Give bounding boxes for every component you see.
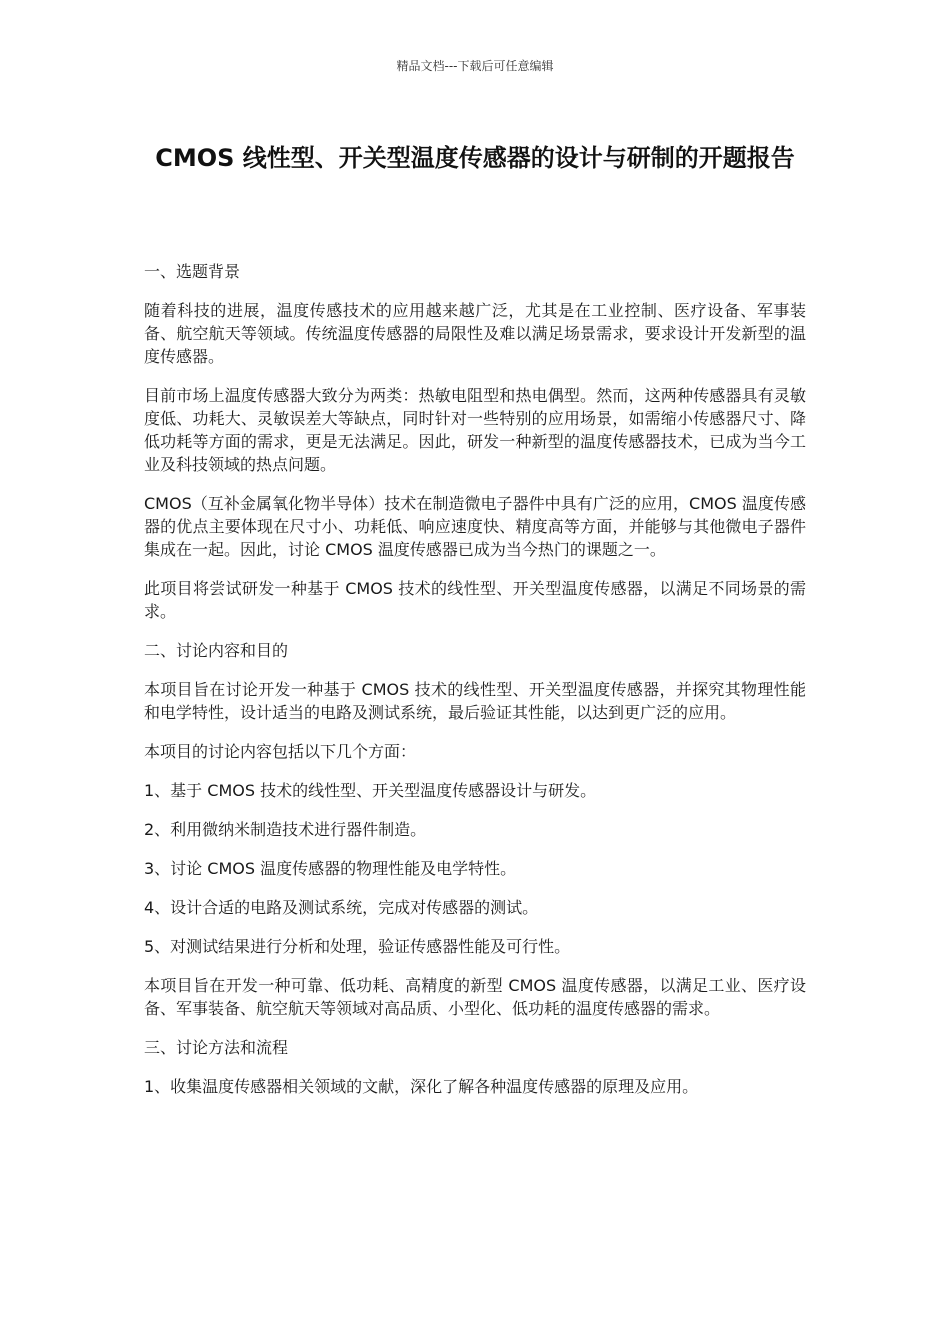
- paragraph: 目前市场上温度传感器大致分为两类：热敏电阻型和热电偶型。然而，这两种传感器具有灵敏度低、功耗大、灵敏误差大等缺点，同时针对一些特别的应用场景，如需缩小传感器尺寸、降低功耗等方面的需求，更是无法满足。因此，研发一种新型的温度传感器技术，已成为当今工业及科技领域的热点问题。: [144, 386, 806, 474]
- list-item: 1、收集温度传感器相关领域的文献，深化了解各种温度传感器的原理及应用。: [144, 1077, 699, 1096]
- paragraph: 随着科技的进展，温度传感技术的应用越来越广泛，尤其是在工业控制、医疗设备、军事装备、航空航天等领域。传统温度传感器的局限性及难以满足场景需求，要求设计开发新型的温度传感器。: [144, 301, 806, 366]
- document-body: [144, 260, 806, 1114]
- paragraph: CMOS（互补金属氧化物半导体）技术在制造微电子器件中具有广泛的应用，CMOS 温度传感器的优点主要体现在尺寸小、功耗低、响应速度快、精度高等方面，并能够与其他微电子器件集成在一起。因此，讨论 CMOS 温度传感器已成为当今热门的课题之一。: [144, 494, 806, 559]
- section-heading-method-process: 三、讨论方法和流程: [144, 1038, 289, 1057]
- list-item: 5、对测试结果进行分析和处理，验证传感器性能及可行性。: [144, 937, 571, 956]
- section-heading-background: 一、选题背景: [144, 262, 241, 281]
- header-note: 精品文档---下载后可任意编辑: [396, 59, 554, 73]
- paragraph: 本项目的讨论内容包括以下几个方面：: [144, 742, 417, 761]
- list-item: 1、基于 CMOS 技术的线性型、开关型温度传感器设计与研发。: [144, 781, 597, 800]
- paragraph: 本项目旨在开发一种可靠、低功耗、高精度的新型 CMOS 温度传感器，以满足工业、医疗设备、军事装备、航空航天等领域对高品质、小型化、低功耗的温度传感器的需求。: [144, 976, 806, 1018]
- document-title: CMOS 线性型、开关型温度传感器的设计与研制的开题报告: [155, 144, 795, 172]
- list-item: 3、讨论 CMOS 温度传感器的物理性能及电学特性。: [144, 859, 517, 878]
- list-item: 4、设计合适的电路及测试系统，完成对传感器的测试。: [144, 898, 539, 917]
- paragraph: 本项目旨在讨论开发一种基于 CMOS 技术的线性型、开关型温度传感器，并探究其物理性能和电学特性，设计适当的电路及测试系统，最后验证其性能，以达到更广泛的应用。: [144, 680, 806, 722]
- list-item: 2、利用微纳米制造技术进行器件制造。: [144, 820, 427, 839]
- paragraph: 此项目将尝试研发一种基于 CMOS 技术的线性型、开关型温度传感器，以满足不同场景的需求。: [144, 579, 806, 621]
- section-heading-content-purpose: 二、讨论内容和目的: [144, 641, 289, 660]
